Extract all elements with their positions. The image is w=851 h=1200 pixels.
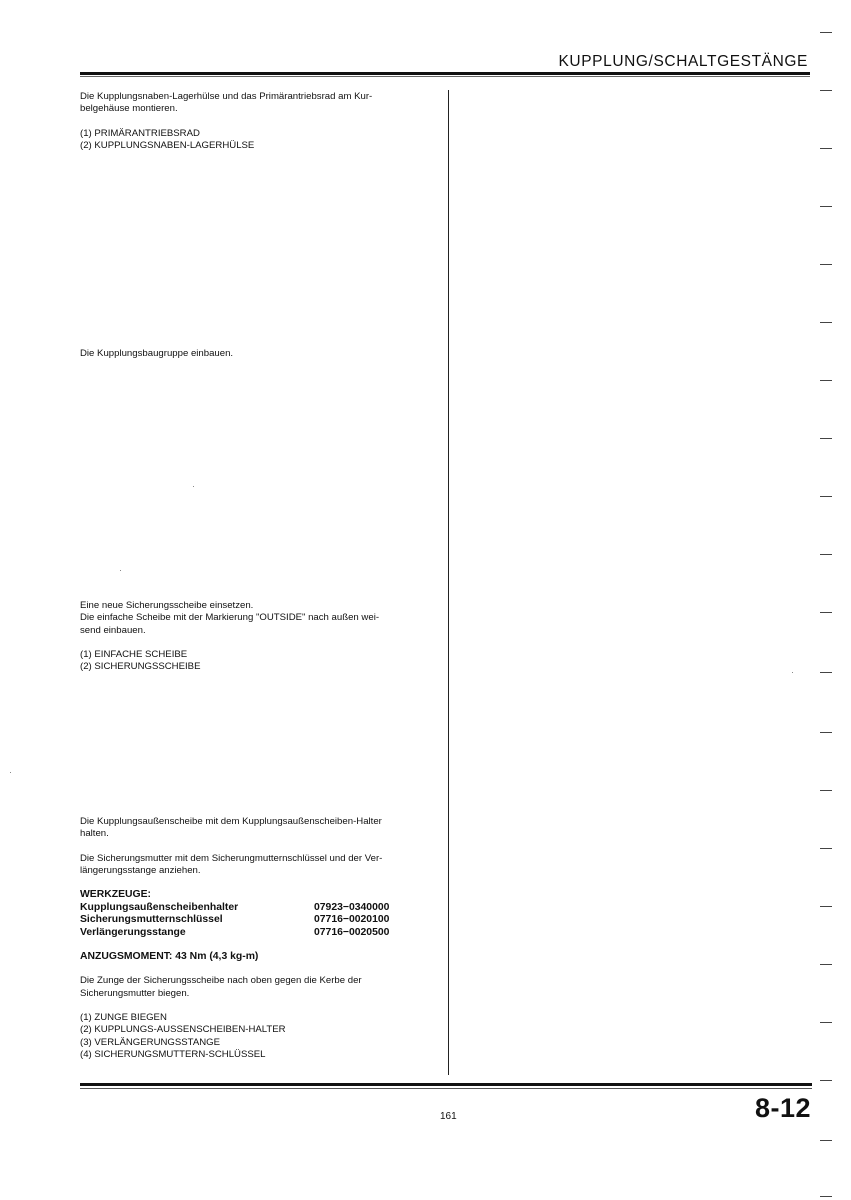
- step-4-text3-line-2: Sicherungsmutter biegen.: [80, 987, 190, 999]
- step-4-text3-line-1: Die Zunge der Sicherungsscheibe nach oben gegen die Kerbe der: [80, 975, 362, 987]
- step-4-text2-line-1: Die Sicherungsmutter mit dem Sicherungmutternschlüssel und der Ver-: [80, 852, 383, 864]
- scan-edge-mark: [820, 438, 832, 439]
- scan-edge-mark: [820, 148, 832, 149]
- scan-edge-mark: [820, 90, 832, 91]
- step-2: [80, 348, 426, 360]
- scan-edge-mark: [820, 322, 832, 323]
- scan-edge-mark: [820, 612, 832, 613]
- scan-edge-mark: [820, 1022, 832, 1023]
- scan-speck: [10, 772, 11, 773]
- step-3-text-line-1: Eine neue Sicherungsscheibe einsetzen.: [80, 600, 254, 611]
- scan-edge-mark: [820, 790, 832, 791]
- footer-rule-thin: [80, 1088, 812, 1089]
- step-4-legend-4: (4) SICHERUNGSMUTTERN-SCHLÜSSEL: [80, 1048, 266, 1060]
- tool-name: Kupplungsaußenscheibenhalter: [80, 901, 239, 913]
- step-4-text2-line-2: längerungsstange anziehen.: [80, 864, 201, 876]
- header-rule: [80, 72, 810, 75]
- scan-speck: [120, 570, 121, 571]
- tool-row: [80, 927, 426, 940]
- tool-code: 07716−0020100: [314, 914, 390, 926]
- tool-code: 07923−0340000: [314, 901, 390, 913]
- scan-edge-mark: [820, 1140, 832, 1141]
- step-2-text-line-1: Die Kupplungsbaugruppe einbauen.: [80, 348, 234, 359]
- scan-edge-mark: [820, 264, 832, 265]
- scan-edge-mark: [820, 380, 832, 381]
- step-1-legend-1: (1) PRIMÄRANTRIEBSRAD: [80, 127, 200, 139]
- scan-edge-mark: [820, 206, 832, 207]
- tool-code: 07716−0020500: [314, 926, 390, 938]
- tools-heading: WERKZEUGE:: [80, 889, 151, 901]
- scan-speck: [792, 672, 793, 673]
- tool-name: Sicherungsmutternschlüssel: [80, 914, 223, 926]
- tools-list: [80, 889, 426, 939]
- scan-edge-mark: [820, 554, 832, 555]
- step-4: [80, 816, 426, 1061]
- scan-edge-mark: [820, 848, 832, 849]
- header-rule-thin: [80, 76, 810, 77]
- page-number: 161: [440, 1111, 457, 1122]
- scan-edge-mark: [820, 496, 832, 497]
- step-1-legend-2: (2) KUPPLUNGSNABEN-LAGERHÜLSE: [80, 139, 255, 151]
- scan-edge-mark: [820, 672, 832, 673]
- step-4-legend-1: (1) ZUNGE BIEGEN: [80, 1012, 167, 1024]
- scan-edge-mark: [820, 732, 832, 733]
- tool-row: [80, 914, 426, 927]
- column-divider: [448, 90, 449, 1075]
- section-number: 8-12: [754, 1093, 811, 1123]
- scan-edge-mark: [820, 32, 832, 33]
- step-1: [80, 91, 426, 152]
- step-4-text-line-2: halten.: [80, 828, 109, 840]
- scan-edge-mark: [820, 906, 832, 907]
- step-3-text-line-3: send einbauen.: [80, 624, 146, 636]
- step-4-legend-3: (3) VERLÄNGERUNGSSTANGE: [80, 1036, 221, 1048]
- step-1-text-line-1: Die Kupplungsnaben-Lagerhülse und das Primärantriebsrad am Kur-: [80, 91, 373, 102]
- scan-edge-mark: [820, 964, 832, 965]
- step-3: [80, 600, 426, 673]
- torque-spec: ANZUGSMOMENT: 43 Nm (4,3 kg-m): [80, 951, 259, 963]
- tool-name: Verlängerungsstange: [80, 926, 186, 938]
- step-4-text-line-1: Die Kupplungsaußenscheibe mit dem Kupplungsaußenscheiben-Halter: [80, 816, 382, 827]
- scan-speck: [193, 486, 194, 487]
- step-4-legend-2: (2) KUPPLUNGS-AUSSENSCHEIBEN-HALTER: [80, 1024, 286, 1036]
- scan-edge-mark: [820, 1080, 832, 1081]
- step-1-text-line-2: belgehäuse montieren.: [80, 103, 178, 115]
- section-title: KUPPLUNG/SCHALTGESTÄNGE: [558, 53, 808, 70]
- step-3-text-line-2: Die einfache Scheibe mit der Markierung "OUTSIDE" nach außen wei-: [80, 612, 380, 624]
- scan-edge-mark: [820, 1196, 832, 1197]
- step-3-legend-2: (2) SICHERUNGSSCHEIBE: [80, 661, 201, 673]
- step-3-legend-1: (1) EINFACHE SCHEIBE: [80, 648, 188, 660]
- tool-row: [80, 902, 426, 915]
- footer-rule: [80, 1083, 812, 1086]
